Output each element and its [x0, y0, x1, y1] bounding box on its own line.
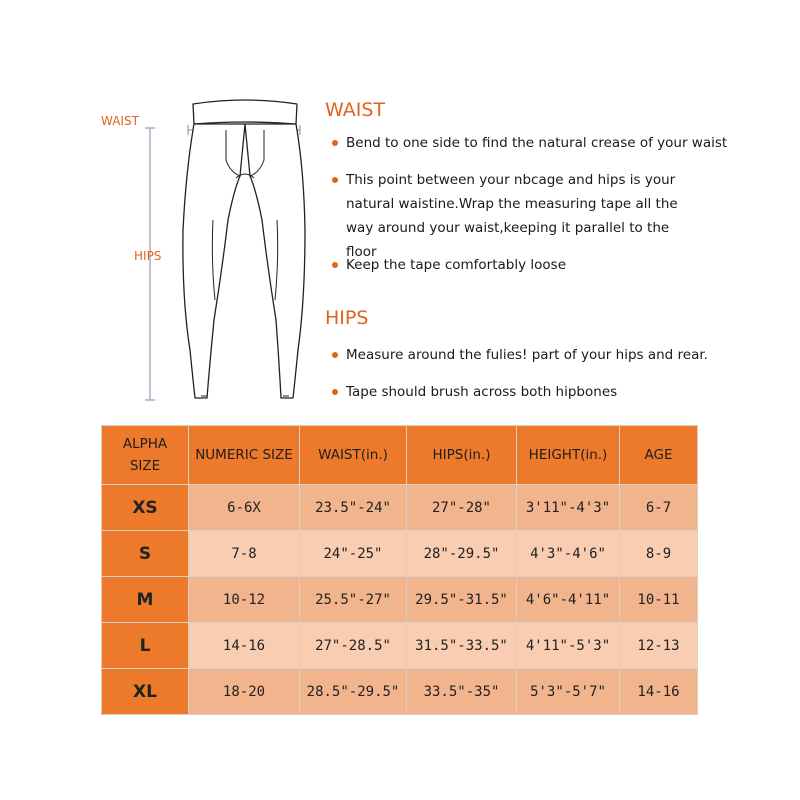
hips-cell: 33.5"-35" [407, 669, 517, 715]
table-row [102, 485, 698, 531]
header-numeric-size: NUMERIC SIZE [189, 426, 300, 485]
alpha-size-cell: L [102, 623, 189, 669]
waist-bullet-1 [332, 131, 732, 155]
header-hips: HIPS(in.) [407, 426, 517, 485]
age-cell: 12-13 [620, 623, 698, 669]
header-height: HEIGHT(in.) [517, 426, 620, 485]
bullet-dot-icon [332, 389, 338, 395]
age-cell: 6-7 [620, 485, 698, 531]
height-cell: 4'11"-5'3" [517, 623, 620, 669]
waist-bullet-2 [332, 168, 704, 264]
alpha-size-cell: XS [102, 485, 189, 531]
hips-cell: 27"-28" [407, 485, 517, 531]
waist-label: WAIST [101, 114, 139, 128]
bullet-dot-icon [332, 177, 338, 183]
header-alpha-size: ALPHA SIZE [102, 426, 189, 485]
hips-cell: 31.5"-33.5" [407, 623, 517, 669]
alpha-size-cell: XL [102, 669, 189, 715]
table-row [102, 531, 698, 577]
bullet-dot-icon [332, 352, 338, 358]
numeric-size-cell: 14-16 [189, 623, 300, 669]
numeric-size-cell: 18-20 [189, 669, 300, 715]
hips-section-title: HIPS [325, 307, 369, 329]
waist-bullet-3 [332, 253, 732, 277]
waist-bullet-text: Keep the tape comfortably loose [346, 257, 567, 273]
hips-bullet-2 [332, 380, 752, 404]
hips-label: HIPS [134, 249, 162, 263]
waist-section-title: WAIST [325, 99, 386, 121]
height-cell: 5'3"-5'7" [517, 669, 620, 715]
waist-cell: 24"-25" [300, 531, 407, 577]
waist-bullet-text: Bend to one side to find the natural crease of your waist [346, 135, 728, 151]
bullet-dot-icon [332, 262, 338, 268]
table-row [102, 577, 698, 623]
waist-bullet-text: This point between your nbcage and hips is your natural waistine.Wrap the measuring tape all the way around your waist,keeping it parallel to the floor [346, 172, 678, 260]
alpha-size-cell: S [102, 531, 189, 577]
numeric-size-cell: 7-8 [189, 531, 300, 577]
hips-bullet-1 [332, 343, 752, 367]
hips-bullet-text: Tape should brush across both hipbones [346, 384, 618, 400]
leggings-figure [0, 0, 320, 420]
waist-cell: 25.5"-27" [300, 577, 407, 623]
table-header-row [102, 426, 698, 485]
leggings-illustration [0, 0, 320, 420]
table-row [102, 669, 698, 715]
table-row [102, 623, 698, 669]
header-waist: WAIST(in.) [300, 426, 407, 485]
height-cell: 4'3"-4'6" [517, 531, 620, 577]
numeric-size-cell: 10-12 [189, 577, 300, 623]
waist-cell: 23.5"-24" [300, 485, 407, 531]
height-cell: 3'11"-4'3" [517, 485, 620, 531]
age-cell: 10-11 [620, 577, 698, 623]
waist-cell: 27"-28.5" [300, 623, 407, 669]
waist-cell: 28.5"-29.5" [300, 669, 407, 715]
bullet-dot-icon [332, 140, 338, 146]
alpha-size-cell: M [102, 577, 189, 623]
hips-cell: 28"-29.5" [407, 531, 517, 577]
numeric-size-cell: 6-6X [189, 485, 300, 531]
hips-bullet-text: Measure around the fulies! part of your hips and rear. [346, 347, 708, 363]
age-cell: 8-9 [620, 531, 698, 577]
age-cell: 14-16 [620, 669, 698, 715]
header-age: AGE [620, 426, 698, 485]
hips-cell: 29.5"-31.5" [407, 577, 517, 623]
height-cell: 4'6"-4'11" [517, 577, 620, 623]
size-chart-table [101, 425, 698, 715]
